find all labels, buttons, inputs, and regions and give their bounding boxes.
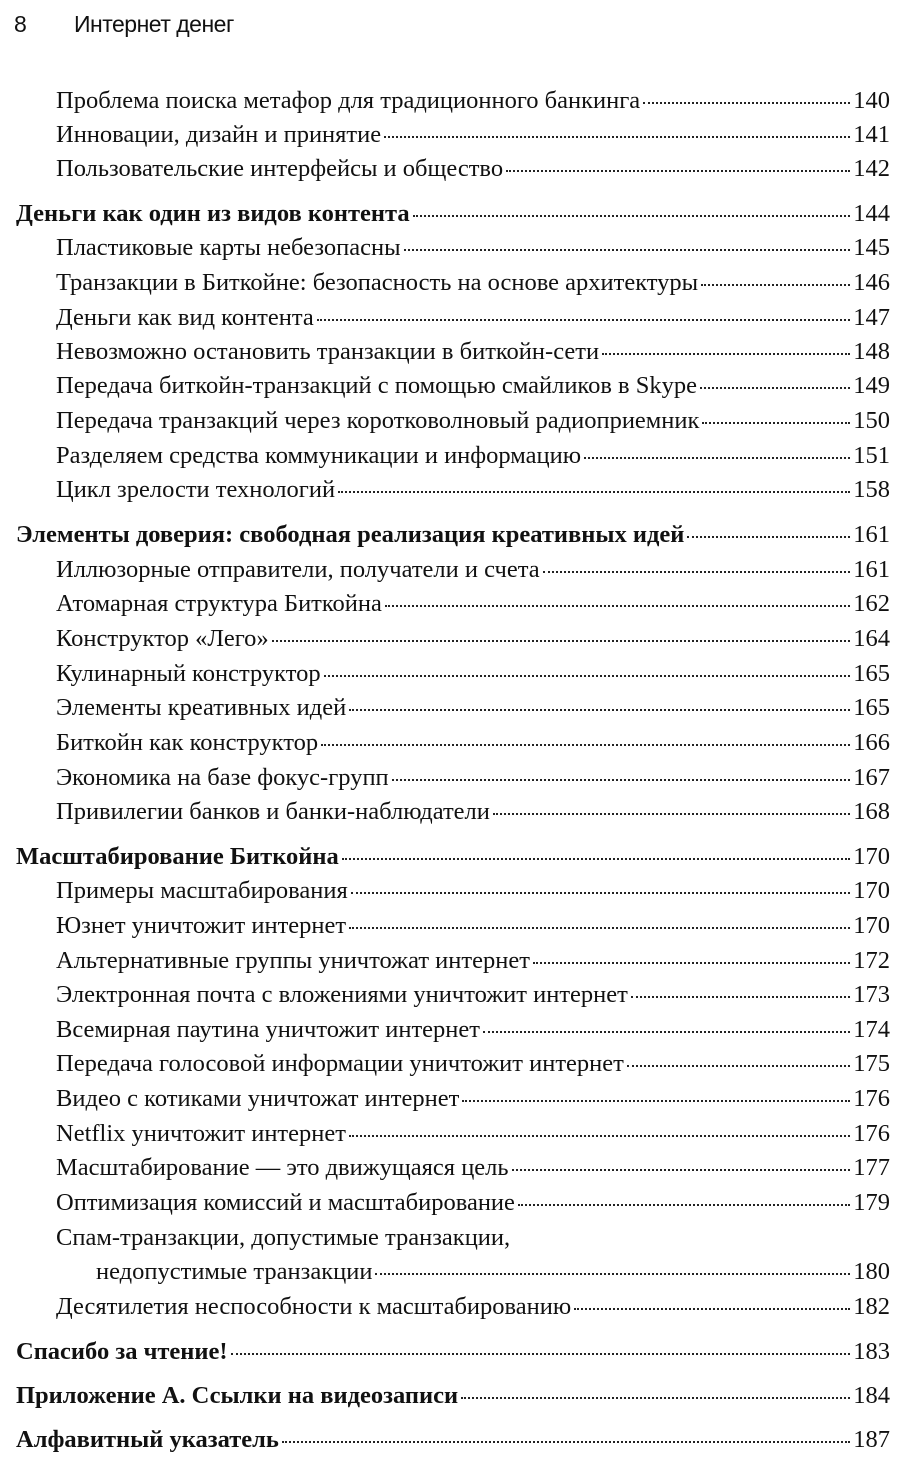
dot-leader [483, 1031, 850, 1033]
dot-leader [702, 422, 850, 424]
dot-leader [349, 709, 850, 711]
toc-entry [56, 232, 890, 264]
toc-entry-page: 162 [853, 590, 890, 617]
toc-entry-page: 170 [853, 877, 890, 904]
toc-entry [56, 588, 890, 620]
toc-entry [56, 1187, 890, 1219]
toc-entry-page: 147 [853, 304, 890, 331]
toc-entry-page: 140 [853, 87, 890, 114]
toc-entry-title: Биткойн как конструктор [56, 729, 319, 756]
toc-entry-title: Передача голосовой информации уничтожит интернет [56, 1050, 624, 1077]
toc-entry-title: Оптимизация комиссий и масштабирование [56, 1189, 515, 1216]
toc-chapter-title: Алфавитный указатель [16, 1426, 279, 1453]
toc-entry-title: Иллюзорные отправители, получатели и счета [56, 556, 540, 583]
toc-entry-page: 165 [853, 694, 890, 721]
dot-leader [493, 813, 850, 815]
dot-leader [413, 215, 851, 217]
dot-leader [627, 1065, 850, 1067]
dot-leader [375, 1273, 850, 1275]
toc-chapter [16, 519, 890, 551]
dot-leader [602, 353, 850, 355]
toc-entry-page: 146 [853, 269, 890, 296]
toc-entry-page: 158 [853, 476, 890, 503]
toc-entry-page: 166 [853, 729, 890, 756]
dot-leader [231, 1353, 851, 1355]
dot-leader [700, 387, 850, 389]
toc-entry [56, 727, 890, 759]
toc-entry-title: Атомарная структура Биткойна [56, 590, 382, 617]
dot-leader [404, 249, 851, 251]
toc-entry-title: Видео с котиками уничтожат интернет [56, 1085, 460, 1112]
toc-chapter-title: Элементы доверия: свободная реализация креативных идей [16, 521, 685, 548]
toc-entry [56, 474, 890, 506]
toc-chapter [16, 841, 890, 873]
toc-entry [56, 1118, 890, 1150]
toc-entry [56, 1083, 890, 1115]
toc-entry [56, 85, 890, 117]
toc-entry [56, 1152, 890, 1184]
toc-chapter [16, 1336, 890, 1368]
toc-entry [56, 1291, 890, 1323]
toc-entry-page: 175 [853, 1050, 890, 1077]
toc-entry [56, 153, 890, 185]
toc-entry-title: Невозможно остановить транзакции в биткойн-сети [56, 338, 600, 365]
toc-entry [96, 1256, 890, 1288]
dot-leader [349, 927, 850, 929]
toc-entry-page: 176 [853, 1085, 890, 1112]
dot-leader [512, 1169, 851, 1171]
toc-entry-page: 142 [853, 155, 890, 182]
toc-chapter-page: 161 [853, 521, 890, 548]
toc-entry-title: Пластиковые карты небезопасны [56, 234, 401, 261]
toc-entry-title-line1: Спам-транзакции, допустимые транзакции, [56, 1224, 511, 1251]
dot-leader [631, 996, 850, 998]
toc-entry [56, 910, 890, 942]
book-title: Интернет денег [74, 11, 234, 37]
toc-entry [56, 658, 890, 690]
toc-entry-page: 141 [853, 121, 890, 148]
toc-chapter-title: Приложение А. Ссылки на видеозаписи [16, 1382, 459, 1409]
dot-leader [342, 858, 851, 860]
toc-entry [56, 945, 890, 977]
toc-entry [56, 405, 890, 437]
dot-leader [518, 1204, 850, 1206]
toc-entry-page: 174 [853, 1016, 890, 1043]
toc-entry-page: 179 [853, 1189, 890, 1216]
toc-entry [56, 796, 890, 828]
toc-entry-title: Разделяем средства коммуникации и информацию [56, 442, 582, 469]
toc-entry-page: 165 [853, 660, 890, 687]
toc-entry-title: Альтернативные группы уничтожат интернет [56, 947, 530, 974]
toc-chapter [16, 1424, 890, 1456]
dot-leader [543, 571, 851, 573]
toc-entry-title: Юзнет уничтожит интернет [56, 912, 347, 939]
toc-entry-title: Экономика на базе фокус-групп [56, 764, 389, 791]
toc-entry-page: 151 [853, 442, 890, 469]
toc-entry-page: 176 [853, 1120, 890, 1147]
toc-chapter-page: 183 [853, 1338, 890, 1365]
toc-entry-title: Транзакции в Биткойне: безопасность на основе архитектуры [56, 269, 699, 296]
toc-chapter [16, 1380, 890, 1412]
toc-entry-title: Инновации, дизайн и принятие [56, 121, 382, 148]
toc-entry-page: 145 [853, 234, 890, 261]
toc-entry-title: Проблема поиска метафор для традиционного банкинга [56, 87, 641, 114]
toc-entry [56, 762, 890, 794]
toc-entry [56, 1048, 890, 1080]
toc-chapter-page: 144 [853, 200, 890, 227]
toc-chapter-title: Спасибо за чтение! [16, 1338, 228, 1365]
toc-entry [56, 1014, 890, 1046]
dot-leader [461, 1397, 850, 1399]
toc-entry-title: Масштабирование — это движущаяся цель [56, 1154, 509, 1181]
dot-leader [338, 491, 850, 493]
toc-entry-title: Netflix уничтожит интернет [56, 1120, 346, 1147]
toc-entry-page: 148 [853, 338, 890, 365]
toc-entry [56, 979, 890, 1011]
toc-entry-title: Элементы креативных идей [56, 694, 347, 721]
dot-leader [324, 675, 851, 677]
toc-entry-title: Пользовательские интерфейсы и общество [56, 155, 504, 182]
toc-entry-page: 172 [853, 947, 890, 974]
toc-entry [56, 267, 890, 299]
dot-leader [506, 170, 850, 172]
toc-entry-title: Передача транзакций через коротковолновый радиоприемник [56, 407, 700, 434]
toc-entry [56, 302, 890, 334]
dot-leader [272, 640, 851, 642]
dot-leader [533, 962, 850, 964]
toc-entry-title: Кулинарный конструктор [56, 660, 321, 687]
toc-entry [56, 875, 890, 907]
toc-entry-title: Всемирная паутина уничтожит интернет [56, 1016, 480, 1043]
dot-leader [321, 744, 850, 746]
toc-entry [56, 440, 890, 472]
toc-entry-title: недопустимые транзакции [96, 1258, 373, 1285]
toc-entry-page: 168 [853, 798, 890, 825]
dot-leader [384, 136, 850, 138]
toc-entry-title: Цикл зрелости технологий [56, 476, 336, 503]
dot-leader [282, 1441, 850, 1443]
toc-entry-page: 173 [853, 981, 890, 1008]
dot-leader [462, 1100, 850, 1102]
toc-entry-title: Конструктор «Лего» [56, 625, 269, 652]
toc-entry-page: 149 [853, 372, 890, 399]
dot-leader [351, 892, 850, 894]
toc-entry-page: 167 [853, 764, 890, 791]
dot-leader [701, 284, 850, 286]
toc-entry-page: 177 [853, 1154, 890, 1181]
toc-chapter [16, 198, 890, 230]
toc-entry-title: Привилегии банков и банки-наблюдатели [56, 798, 490, 825]
toc-entry-title: Примеры масштабирования [56, 877, 348, 904]
dot-leader [574, 1308, 850, 1310]
toc-chapter-page: 187 [853, 1426, 890, 1453]
toc-entry [56, 623, 890, 655]
toc-chapter-title: Масштабирование Биткойна [16, 843, 339, 870]
toc-entry [56, 336, 890, 368]
page-number: 8 [14, 11, 27, 37]
toc-entry-title: Электронная почта с вложениями уничтожит интернет [56, 981, 628, 1008]
toc-chapter-page: 170 [853, 843, 890, 870]
toc-entry [56, 692, 890, 724]
dot-leader [385, 605, 850, 607]
toc-entry-page: 150 [853, 407, 890, 434]
toc-entry-page: 164 [853, 625, 890, 652]
toc-entry-title: Передача биткойн-транзакций с помощью смайликов в Skype [56, 372, 697, 399]
dot-leader [392, 779, 851, 781]
toc-entry [56, 119, 890, 151]
toc-entry [56, 554, 890, 586]
dot-leader [349, 1135, 850, 1137]
dot-leader [643, 102, 850, 104]
toc-entry-title: Десятилетия неспособности к масштабированию [56, 1293, 572, 1320]
toc-entry [56, 370, 890, 402]
dot-leader [317, 319, 850, 321]
toc-entry-page: 182 [853, 1293, 890, 1320]
toc-entry-page: 170 [853, 912, 890, 939]
dot-leader [687, 536, 850, 538]
toc-entry-title: Деньги как вид контента [56, 304, 314, 331]
toc-chapter-title: Деньги как один из видов контента [16, 200, 410, 227]
dot-leader [584, 457, 850, 459]
toc-entry-page: 180 [853, 1258, 890, 1285]
toc-entry-page: 161 [853, 556, 890, 583]
toc-chapter-page: 184 [853, 1382, 890, 1409]
